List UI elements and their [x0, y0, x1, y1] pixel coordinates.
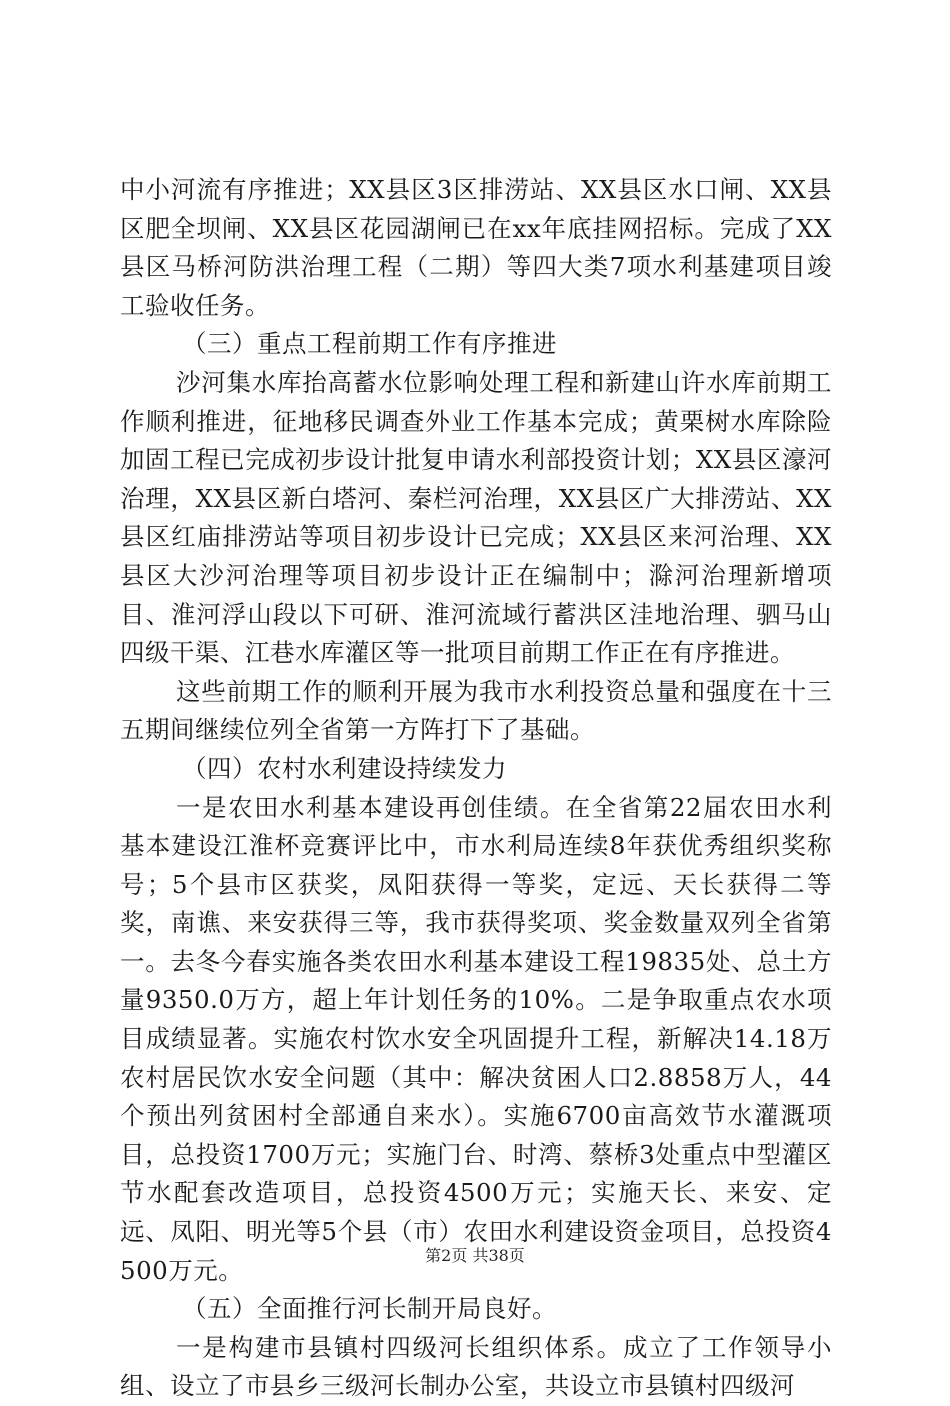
paragraph-2: 沙河集水库抬高蓄水位影响处理工程和新建山许水库前期工作顺利推进，征地移民调查外业工作基本完成；黄栗树水库除险加固工程已完成初步设计批复申请水利部投资计划；XX县区濠河治理，XX县区新白塔河、秦栏河治理，XX县区广大排涝站、XX县区红庙排涝站等项目初步设计已完成；XX县区来河治理、XX县区大沙河治理等项目初步设计正在编制中；滁河治理新增项目、淮河浮山段以下可研、淮河流域行蓄洪区洼地治理、驷马山四级干渠、江巷水库灌区等一批项目前期工作正在有序推进。: [120, 367, 832, 668]
section-heading-5: （五）全面推行河长制开局良好。: [182, 1294, 557, 1324]
section-heading-3: （三）重点工程前期工作有序推进: [182, 329, 557, 359]
document-body: [120, 171, 832, 1406]
paragraph-5: 一是构建市县镇村四级河长组织体系。成立了工作领导小组、设立了市县乡三级河长制办公室，共设立市县镇村四级河: [120, 1332, 832, 1401]
section-heading-4: （四）农村水利建设持续发力: [182, 753, 507, 783]
paragraph-3: 这些前期工作的顺利开展为我市水利投资总量和强度在十三五期间继续位列全省第一方阵打下了基础。: [120, 676, 832, 745]
paragraph-4: 一是农田水利基本建设再创佳绩。在全省第22届农田水利基本建设江淮杯竞赛评比中，市水利局连续8年获优秀组织奖称号；5个县市区获奖，凤阳获得一等奖，定远、天长获得二等奖，南谯、来安获得三等，我市获得奖项、奖金数量双列全省第一。去冬今春实施各类农田水利基本建设工程19835处、总土方量9350.0万方，超上年计划任务的10%。二是争取重点农水项目成绩显著。实施农村饮水安全巩固提升工程，新解决14.18万农村居民饮水安全问题（其中：解决贫困人口2.8858万人，44个预出列贫困村全部通自来水）。实施6700亩高效节水灌溉项目，总投资1700万元；实施门台、时湾、蔡桥3处重点中型灌区节水配套改造项目，总投资4500万元；实施天长、来安、定远、凤阳、明光等5个县（市）农田水利建设资金项目，总投资4500万元。: [120, 792, 832, 1285]
paragraph-1: 中小河流有序推进；XX县区3区排涝站、XX县区水口闸、XX县区肥全坝闸、XX县区花园湖闸已在xx年底挂网招标。完成了XX县区马桥河防洪治理工程（二期）等四大类7项水利基建项目竣工验收任务。: [120, 175, 832, 320]
page-footer: 第2页 共38页: [425, 1246, 525, 1265]
